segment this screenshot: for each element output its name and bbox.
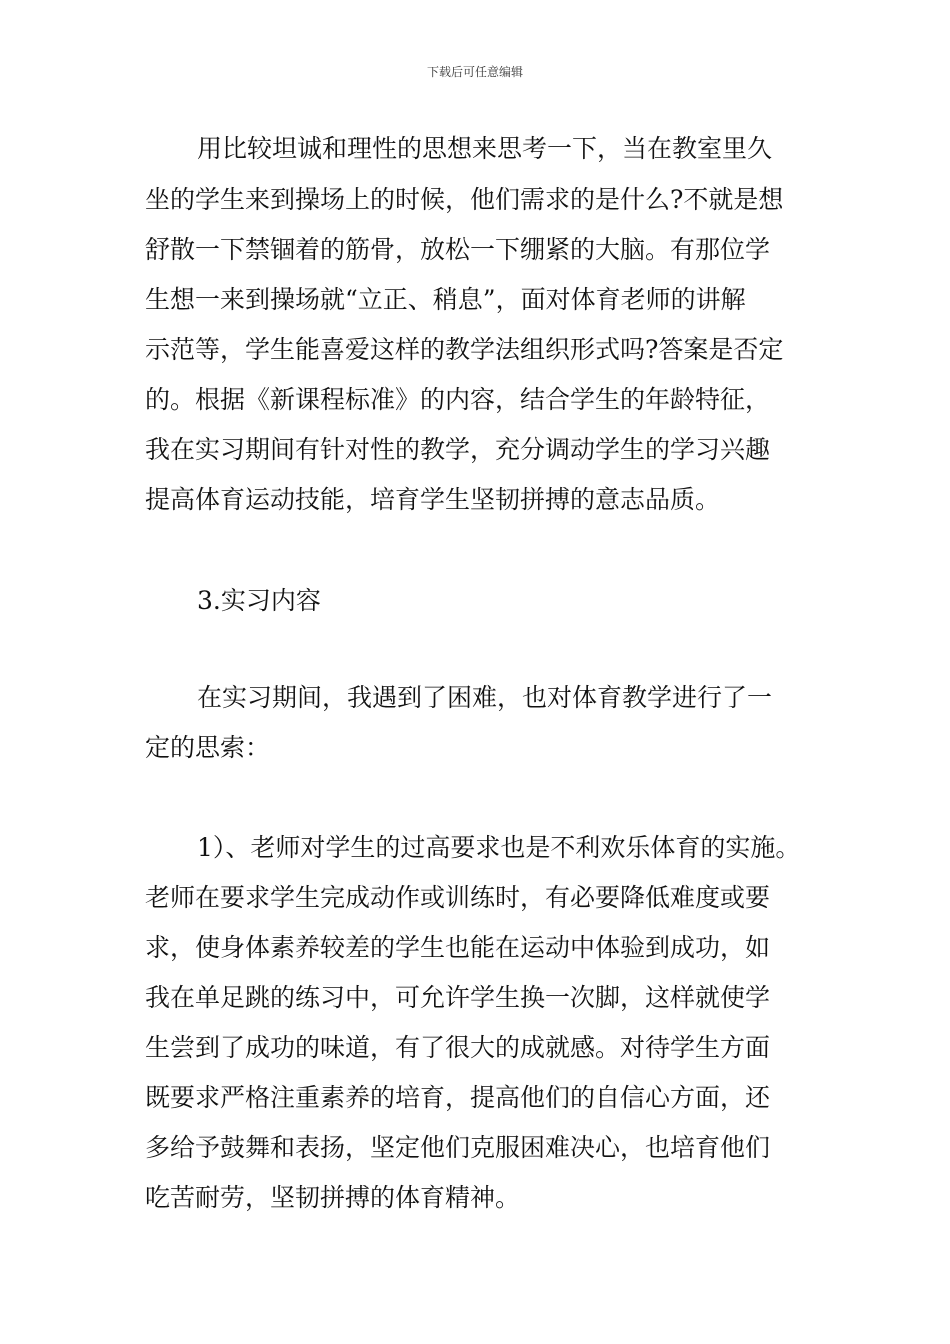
- paragraph-1-line-4: 生想一来到操场就“立正、稍息”，面对体育老师的讲解: [145, 285, 746, 314]
- paragraph-3-line-1: 1）、老师对学生的过高要求也是不利欢乐体育的实施。: [197, 833, 801, 862]
- paragraph-3-line-8: 吃苦耐劳，坚韧拼搏的体育精神。: [145, 1183, 521, 1212]
- paragraph-1-line-7: 我在实习期间有针对性的教学，充分调动学生的学习兴趣: [145, 435, 771, 464]
- paragraph-3-line-6: 既要求严格注重素养的培育，提高他们的自信心方面，还: [145, 1083, 771, 1112]
- paragraph-1-line-3: 舒散一下禁锢着的筋骨，放松一下绷紧的大脑。有那位学: [145, 235, 771, 264]
- paragraph-3-line-3: 求，使身体素养较差的学生也能在运动中体验到成功，如: [145, 933, 771, 962]
- paragraph-2-line-2: 定的思索：: [145, 733, 271, 762]
- paragraph-1-line-8: 提高体育运动技能，培育学生坚韧拼搏的意志品质。: [145, 485, 721, 514]
- paragraph-1-line-5: 示范等，学生能喜爱这样的教学法组织形式吗?答案是否定: [145, 335, 784, 364]
- page-header: 下载后可任意编辑: [426, 65, 523, 79]
- paragraph-1-line-2: 坐的学生来到操场上的时候，他们需求的是什么?不就是想: [145, 185, 784, 214]
- section-heading: 3.实习内容: [197, 586, 321, 615]
- paragraph-1-line-1: 用比较坦诚和理性的思想来思考一下，当在教室里久: [197, 134, 773, 163]
- paragraph-3-line-5: 生尝到了成功的味道，有了很大的成就感。对待学生方面: [145, 1033, 771, 1062]
- paragraph-2-line-1: 在实习期间，我遇到了困难，也对体育教学进行了一: [197, 683, 773, 712]
- paragraph-3-line-7: 多给予鼓舞和表扬，坚定他们克服困难决心，也培育他们: [145, 1133, 771, 1162]
- paragraph-3-line-2: 老师在要求学生完成动作或训练时，有必要降低难度或要: [145, 883, 771, 912]
- paragraph-3-line-4: 我在单足跳的练习中，可允许学生换一次脚，这样就使学: [145, 983, 771, 1012]
- paragraph-1-line-6: 的。根据《新课程标准》的内容，结合学生的年龄特征，: [145, 385, 771, 414]
